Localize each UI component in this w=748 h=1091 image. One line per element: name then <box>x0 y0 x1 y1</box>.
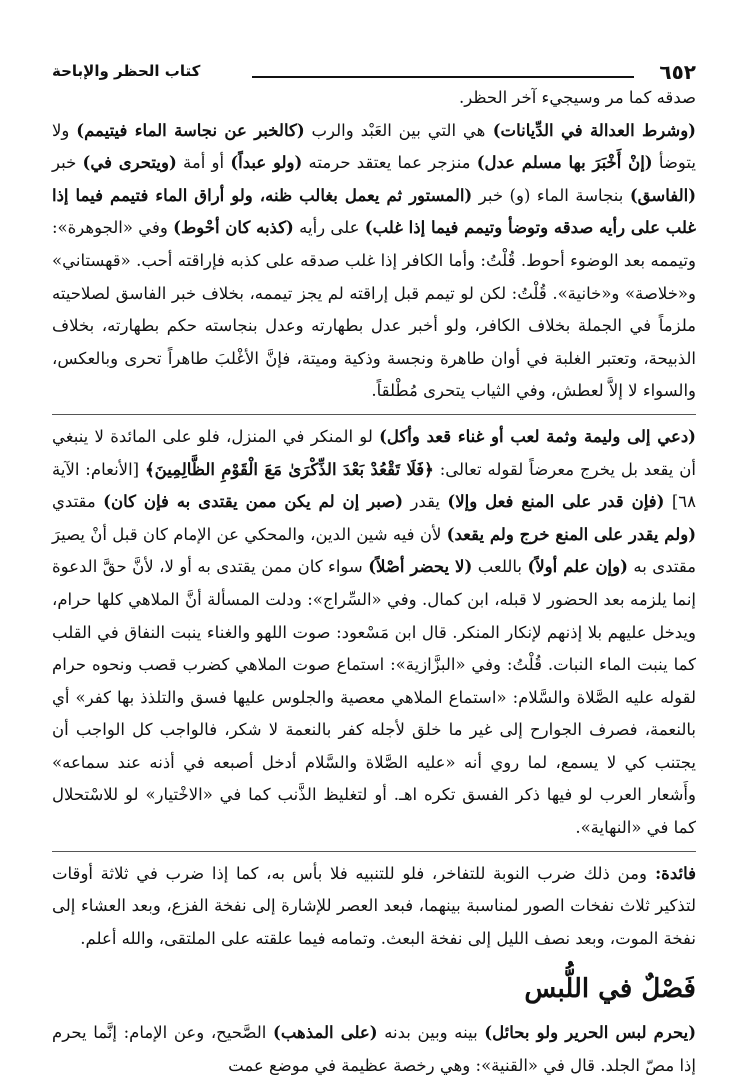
bold-run: (فإن قدر على المنع فعل وإلا) <box>447 492 665 512</box>
bold-run: (وشرط العدالة في الدِّيانات) <box>485 120 696 140</box>
text-run: لو المنكر في المنزل، فلو على المائدة لا ينبغي أن يقعد بل يخرج معرضاً لقوله تعالى: <box>52 426 696 479</box>
text-run: سواء كان ممن يقتدى به أو لا، لأنَّ حقَّ الدعوة إنما يلزمه بعد الحضور لا قبله، ابن كمال. وفي «السِّراج»: ودلت المسألة أنَّ الملاهي كلها حرام، ويدخل عليهم بلا إذنهم لإنكار المنكر. قال ابن مَسْعود: صوت اللهو والغناء ينبت النفاق في القلب كما ينبت الماء النبات. قُلْتُ: وفي «البزَّازية»: استماع صوت الملاهي كضرب قصب ونحوه حرام لقوله عليه الصَّلاة والسَّلام: «استماع الملاهي معصية والجلوس عليها فسق والتلذذ بها كفر» أي بالنعمة، فصرف الجوارح إلى غير ما خلق لأجله كفر بالنعمة لا شكر، فالواجب كل الواجب أن يجتنب كي لا يسمع، لما روي أنه «عليه الصَّلاة والسَّلام أدخل أصبعه في أذنه عند سماعه» وأَشعار العرب لو فيها ذكر الفسق تكره اهـ. أو لتغليظ الذَّنب كما في «الاخْتيار» لو للاسْتحلال كما في «النهاية». <box>52 557 696 838</box>
paragraph <box>52 115 696 408</box>
bold-run: (ولو عبداً) <box>230 153 303 173</box>
text-run: على رأيه <box>293 218 365 238</box>
text-run: [الأنعام: الآية ٦٨] <box>52 459 697 512</box>
book-title: كتاب الحظر والإباحة <box>52 62 201 80</box>
bold-run: (لا يحضر أصْلاً) <box>368 557 473 577</box>
paragraph <box>52 82 696 115</box>
bold-run: (ولم يقدر على المنع خرج ولم يقعد) <box>446 524 697 544</box>
text-run: وفي «الجوهرة»: وتيممه بعد الوضوء أحوط. قُلْتُ: وأما الكافر إذا غلب صدقه على كذبه فإراقته أحب. «قهستاني» و«خلاصة» و«خانية». قُلْتُ: لكن لو تيمم قبل إراقته لم يجز تيممه، بخلاف خبر الفاسق لصلاحيته ملزماً في الجملة بخلاف الكافر، ولو أخبر عدل بطهارته وعدل بنجاسته حكم بطهارته، بخلاف الذبيحة، وتعتبر الغلبة في أوان طاهرة ونجسة وذكية وميتة، فإنَّ الأغْلبَ طاهراً تحرى وبالعكس، والسواء لا إلاَّ لعطش، وفي الثياب يتحرى مُطْلقاً. <box>52 218 696 401</box>
page-number: ٦٥٢ <box>659 60 696 84</box>
text-run: خبر <box>52 153 83 173</box>
body-text <box>52 82 696 1083</box>
bold-run: (الفاسق) <box>629 185 696 205</box>
bold-run: (كالخبر عن نجاسة الماء فيتيمم) <box>76 120 305 140</box>
text-run: بنجاسة الماء (و) خبر <box>472 185 630 205</box>
text-run: منزجر عما يعتقد حرمته <box>302 153 477 173</box>
bold-run: (دعي إلى وليمة وثمة لعب أو غناء قعد وأكل) <box>379 426 696 446</box>
section-heading: فَصْلٌ في اللُّبس <box>524 974 696 1005</box>
header-rule <box>252 76 634 78</box>
bold-run: (المستور ثم يعمل بغالب ظنه، ولو أراق الماء فتيمم فيما إذا غلب على رأيه صدقه وتوضأ وتيمم فيما إذا غلب) <box>52 185 696 238</box>
bold-run: (يحرم لبس الحرير ولو بحائل) <box>484 1023 696 1043</box>
bold-run: ﴿فَلَا تَقْعُدْ بَعْدَ الذِّكْرَىٰ مَعَ الْقَوْمِ الظَّالِمِينَ﴾ <box>144 459 434 479</box>
bold-run: (ويتحرى في) <box>82 153 177 173</box>
paragraph <box>52 421 696 845</box>
text-run: الصَّحيح، وعن الإمام: إنَّما يحرم إذا مصّ الجلد. قال في «القنية»: وهي رخصة عظيمة في موضع عمت <box>52 1023 696 1076</box>
text-run: ولا يتوضأ <box>52 120 696 173</box>
bold-run: (كذبه كان أحْوط) <box>173 218 294 238</box>
text-run: باللعب <box>472 557 528 577</box>
text-run: مقتدي <box>52 492 104 512</box>
bold-run: (وإن علم أولاً) <box>527 557 628 577</box>
running-header <box>52 48 696 82</box>
paragraph <box>52 1017 696 1082</box>
divider <box>52 414 696 415</box>
bold-run: (على المذهب) <box>273 1023 378 1043</box>
paragraph <box>52 858 696 956</box>
bold-run: فائدة: <box>646 863 696 883</box>
text-run: يقدر <box>403 492 448 512</box>
text-run: لأن فيه شين الدين، والمحكي عن الإمام كان قبل أنْ يصيرَ مقتدى به <box>52 524 697 577</box>
text-run: بينه وبين بدنه <box>377 1023 485 1043</box>
divider <box>52 851 696 852</box>
text-run: ومن ذلك ضرب النوبة للتفاخر، فلو للتنبيه فلا بأس به، كما إذا ضرب في ثلاثة أوقات لتذكير ثلاث نفخات الصور لمناسبة بينهما، فبعد العصر للإشارة إلى نفخة الفزع، وبعد العشاء إلى نفخة الموت، وبعد نصف الليل إلى نفخة البعث. وتمامه فيما علقته على الملتقى، والله أعلم. <box>52 863 696 948</box>
bold-run: (صبر إن لم يكن ممن يقتدى به فإن كان) <box>103 492 404 512</box>
text-run: أو أمة <box>176 153 231 173</box>
bold-run: (إنْ أَخْبَرَ بها مسلم عدل) <box>476 153 653 173</box>
text-run: هي التي بين العَبْد والرب <box>304 120 486 140</box>
text-run: صدقه كما مر وسيجيء آخر الحظر. <box>459 88 696 107</box>
